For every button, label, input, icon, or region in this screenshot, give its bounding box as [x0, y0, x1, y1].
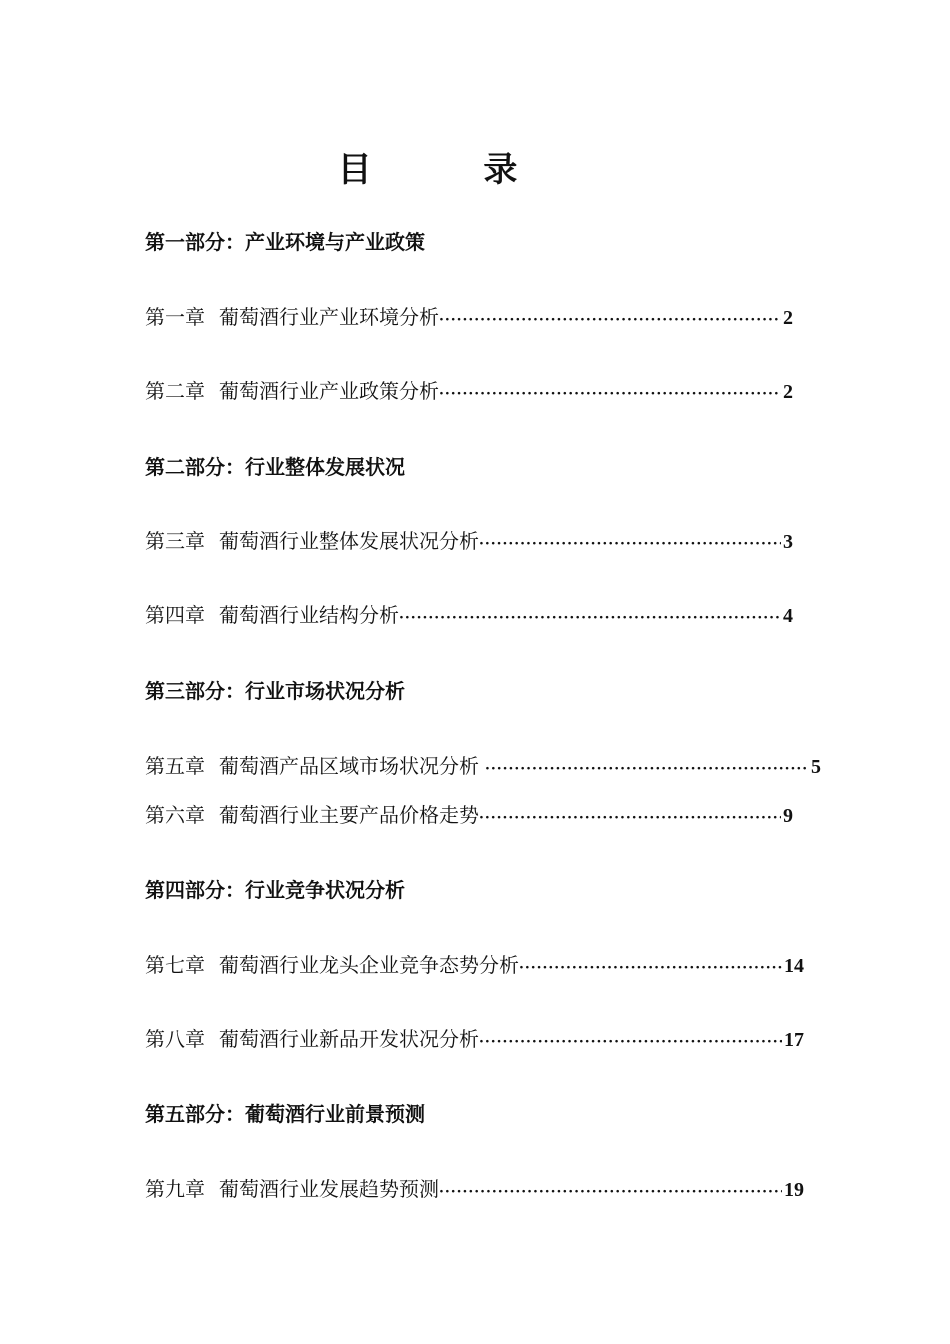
chapter-title: 葡萄酒行业发展趋势预测 — [219, 1177, 439, 1201]
chapter-title: 葡萄酒行业结构分析 — [219, 603, 399, 627]
chapter-number: 第二章 — [145, 379, 205, 403]
toc-entry-chapter-8[interactable] — [145, 1025, 804, 1053]
toc-part-5: 第五部分：葡萄酒行业前景预测 — [145, 1102, 425, 1126]
toc-entry-chapter-9[interactable] — [145, 1175, 804, 1203]
dot-leader — [439, 306, 781, 334]
chapter-title: 葡萄酒行业整体发展状况分析 — [219, 529, 479, 553]
page-number: 19 — [784, 1179, 804, 1201]
toc-entry-chapter-4[interactable] — [145, 601, 793, 629]
chapter-number: 第八章 — [145, 1027, 205, 1051]
dot-leader — [479, 530, 781, 558]
chapter-title: 葡萄酒行业新品开发状况分析 — [219, 1027, 479, 1051]
page-number: 17 — [784, 1029, 804, 1051]
chapter-title: 葡萄酒行业主要产品价格走势 — [219, 803, 479, 827]
toc-entry-chapter-2[interactable] — [145, 377, 793, 405]
dot-leader — [479, 1028, 782, 1056]
page-number: 2 — [783, 381, 793, 403]
dot-leader — [479, 804, 781, 832]
chapter-number: 第三章 — [145, 529, 205, 553]
chapter-number: 第九章 — [145, 1177, 205, 1201]
toc-entry-chapter-7[interactable] — [145, 951, 804, 979]
chapter-number: 第一章 — [145, 305, 205, 329]
page-number: 9 — [783, 805, 793, 827]
chapter-title: 葡萄酒行业产业环境分析 — [219, 305, 439, 329]
toc-part-2: 第二部分：行业整体发展状况 — [145, 455, 405, 479]
dot-leader — [399, 604, 781, 632]
toc-heading: 目 录 — [337, 150, 568, 190]
toc-entry-chapter-1[interactable] — [145, 303, 793, 331]
page-number: 3 — [783, 531, 793, 553]
toc-entry-chapter-3[interactable] — [145, 527, 793, 555]
toc-part-1: 第一部分：产业环境与产业政策 — [145, 230, 425, 254]
dot-leader — [439, 1178, 782, 1206]
chapter-title: 葡萄酒行业产业政策分析 — [219, 379, 439, 403]
dot-leader — [519, 954, 782, 982]
dot-leader — [485, 755, 809, 783]
toc-entry-chapter-6[interactable] — [145, 801, 793, 829]
toc-part-4: 第四部分：行业竞争状况分析 — [145, 878, 405, 902]
page-number: 2 — [783, 307, 793, 329]
page-number: 4 — [783, 605, 793, 627]
chapter-title: 葡萄酒行业龙头企业竞争态势分析 — [219, 953, 519, 977]
chapter-number: 第七章 — [145, 953, 205, 977]
page-number: 14 — [784, 955, 804, 977]
chapter-number: 第五章 — [145, 754, 205, 778]
dot-leader — [439, 380, 781, 408]
chapter-number: 第四章 — [145, 603, 205, 627]
page-number: 5 — [811, 756, 821, 778]
toc-part-3: 第三部分：行业市场状况分析 — [145, 679, 405, 703]
chapter-number: 第六章 — [145, 803, 205, 827]
chapter-title: 葡萄酒产品区域市场状况分析 — [219, 754, 479, 778]
toc-entry-chapter-5[interactable] — [145, 752, 821, 780]
